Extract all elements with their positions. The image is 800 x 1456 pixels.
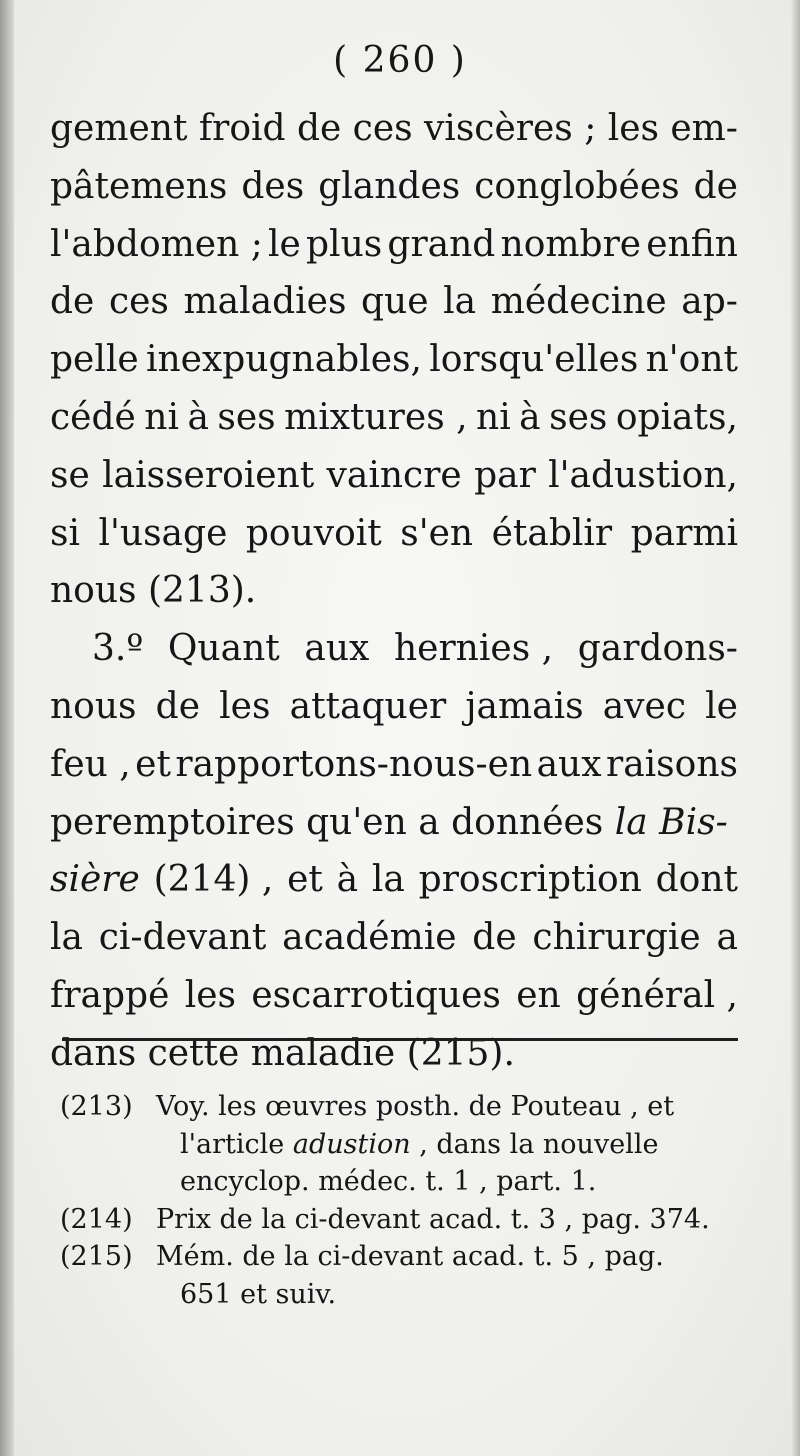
footnote-line: 651 et suiv. — [180, 1278, 337, 1310]
text-line: 3.º Quant aux hernies , gardons- — [92, 628, 738, 670]
footnote-line: Mém. de la ci-devant acad. t. 5 , pag. — [156, 1241, 664, 1272]
text-line: dans cette maladie (215). — [50, 1032, 515, 1074]
footnotes — [60, 1088, 750, 1313]
footnote-line: Prix de la ci-devant acad. t. 3 , pag. 374. — [156, 1203, 710, 1235]
footnote-line: Voy. les œuvres posth. de Pouteau , et — [156, 1091, 675, 1122]
footnote-213 — [60, 1088, 750, 1201]
text-line: nous (213). — [50, 570, 257, 612]
text-line: pelle inexpugnables, lorsqu'elles n'ont — [50, 339, 738, 381]
footnote-214 — [60, 1201, 750, 1239]
text-line: frappé les escarrotiques en général , — [50, 974, 738, 1016]
text-line: si l'usage pouvoit s'en établir parmi — [50, 512, 738, 554]
footnote-number: (214) — [60, 1203, 133, 1235]
footnote-number: (215) — [60, 1241, 133, 1272]
text-line: nous de les attaquer jamais avec le — [50, 685, 738, 727]
footnote-separator-rule — [62, 1038, 738, 1041]
text-line: feu , et rapportons-nous-en aux raisons — [50, 743, 738, 785]
footnote-line: encyclop. médec. t. 1 , part. 1. — [180, 1166, 597, 1197]
text-line: de ces maladies que la médecine ap- — [50, 281, 738, 323]
text-line: gement froid de ces viscères ; les em- — [50, 108, 738, 149]
footnote-number: (213) — [60, 1091, 133, 1122]
footnote-line: l'article adustion , dans la nouvelle — [180, 1128, 659, 1160]
text-line: se laisseroient vaincre par l'adustion, — [50, 454, 738, 496]
text-line: la ci-devant académie de chirurgie a — [50, 917, 738, 959]
text-line: peremptoires qu'en a données la Bis- — [50, 801, 728, 843]
text-line: pâtemens des glandes conglobées de — [50, 165, 738, 207]
page-edge-shadow-right — [790, 0, 800, 1456]
text-line: sière (214) , et à la proscription dont — [50, 859, 738, 901]
page-number: ( 260 ) — [333, 40, 467, 81]
page-edge-shadow-left — [0, 0, 14, 1456]
main-text — [50, 100, 738, 1083]
text-line: l'abdomen ; le plus grand nombre enfin — [50, 223, 738, 265]
text-line: cédé ni à ses mixtures , ni à ses opiats, — [50, 396, 738, 438]
footnote-215 — [60, 1238, 750, 1313]
